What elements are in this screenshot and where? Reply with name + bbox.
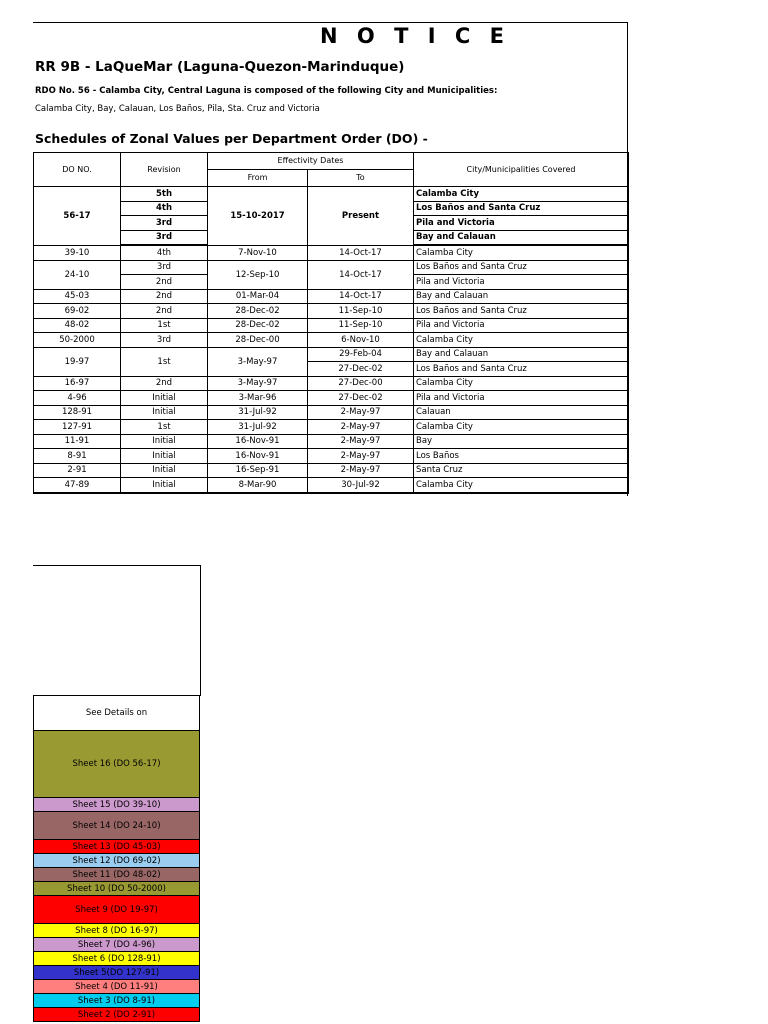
table-row — [34, 245, 629, 260]
do-number-cell: 48-02 — [34, 318, 121, 333]
revision-cell: 3rd — [121, 230, 208, 245]
to-date-cell: 27-Dec-02 — [308, 362, 414, 377]
table-row — [34, 260, 629, 275]
from-date-cell: 12-Sep-10 — [208, 260, 308, 289]
to-date-cell: 2-May-97 — [308, 405, 414, 420]
from-date-cell: 28-Dec-02 — [208, 318, 308, 333]
do-number-cell: 4-96 — [34, 391, 121, 406]
table-row — [34, 376, 629, 391]
revision-cell: 3rd — [121, 260, 208, 275]
sheet-link-10: Sheet 10 (DO 50-2000) — [33, 882, 200, 896]
sheet-link-2: Sheet 2 (DO 2-91) — [33, 1008, 200, 1022]
revision-cell: 2nd — [121, 289, 208, 304]
from-date-cell: 31-Jul-92 — [208, 405, 308, 420]
sheet-link-9: Sheet 9 (DO 19-97) — [33, 896, 200, 924]
header-covered: City/Municipalities Covered — [414, 153, 629, 187]
to-date-cell: 2-May-97 — [308, 420, 414, 435]
covered-cell: Bay — [414, 434, 629, 449]
to-date-cell: 2-May-97 — [308, 434, 414, 449]
covered-cell: Calamba City — [414, 245, 629, 260]
covered-cell: Calamba City — [414, 333, 629, 348]
covered-cell: Calamba City — [414, 187, 629, 202]
table-row — [34, 478, 629, 493]
sheet-link-11: Sheet 11 (DO 48-02) — [33, 868, 200, 882]
to-date-cell: 2-May-97 — [308, 463, 414, 478]
table-row — [34, 420, 629, 435]
from-date-cell: 3-Mar-96 — [208, 391, 308, 406]
schedule-heading: Schedules of Zonal Values per Department Order (DO) - — [35, 131, 428, 146]
do-number-cell: 19-97 — [34, 347, 121, 376]
revision-cell: 4th — [121, 245, 208, 260]
revision-cell: Initial — [121, 405, 208, 420]
covered-cell: Bay and Calauan — [414, 289, 629, 304]
covered-cell: Bay and Calauan — [414, 230, 629, 245]
sheet-link-15: Sheet 15 (DO 39-10) — [33, 798, 200, 812]
revision-cell: 4th — [121, 201, 208, 216]
from-date-cell: 28-Dec-02 — [208, 304, 308, 319]
to-date-cell: 11-Sep-10 — [308, 304, 414, 319]
to-date-cell: 2-May-97 — [308, 449, 414, 464]
rdo-description: RDO No. 56 - Calamba City, Central Laguna is composed of the following City and Municipalities: — [35, 86, 498, 96]
table-row — [34, 318, 629, 333]
notice-title: N O T I C E — [320, 24, 510, 48]
table-row — [34, 463, 629, 478]
revision-cell: 1st — [121, 318, 208, 333]
covered-cell: Los Baños and Santa Cruz — [414, 304, 629, 319]
from-date-cell: 01-Mar-04 — [208, 289, 308, 304]
covered-cell: Pila and Victoria — [414, 275, 629, 290]
to-date-cell: 14-Oct-17 — [308, 260, 414, 289]
covered-cell: Los Baños and Santa Cruz — [414, 260, 629, 275]
do-number-cell: 2-91 — [34, 463, 121, 478]
to-date-cell: 30-Jul-92 — [308, 478, 414, 493]
header-do-no: DO NO. — [34, 153, 121, 187]
from-date-cell: 16-Sep-91 — [208, 463, 308, 478]
do-number-cell: 56-17 — [34, 187, 121, 246]
revision-cell: 3rd — [121, 333, 208, 348]
to-date-cell: 27-Dec-00 — [308, 376, 414, 391]
sheet-link-6: Sheet 6 (DO 128-91) — [33, 952, 200, 966]
covered-cell: Los Baños — [414, 449, 629, 464]
to-date-cell: 6-Nov-10 — [308, 333, 414, 348]
sheet-link-4: Sheet 4 (DO 11-91) — [33, 980, 200, 994]
revision-cell: Initial — [121, 449, 208, 464]
do-number-cell: 16-97 — [34, 376, 121, 391]
municipalities-list: Calamba City, Bay, Calauan, Los Baños, Pila, Sta. Cruz and Victoria — [35, 104, 320, 114]
revision-cell: 2nd — [121, 304, 208, 319]
region-heading: RR 9B - LaQueMar (Laguna-Quezon-Marinduque) — [35, 59, 405, 75]
do-number-cell: 128-91 — [34, 405, 121, 420]
do-number-cell: 50-2000 — [34, 333, 121, 348]
covered-cell: Pila and Victoria — [414, 318, 629, 333]
see-details-label: See Details on — [33, 695, 200, 731]
covered-cell: Los Baños and Santa Cruz — [414, 201, 629, 216]
sheet-link-13: Sheet 13 (DO 45-03) — [33, 840, 200, 854]
covered-cell: Santa Cruz — [414, 463, 629, 478]
revision-cell: Initial — [121, 478, 208, 493]
from-date-cell: 8-Mar-90 — [208, 478, 308, 493]
revision-cell: Initial — [121, 391, 208, 406]
revision-cell: 2nd — [121, 275, 208, 290]
to-date-cell: Present — [308, 187, 414, 246]
table-row — [34, 187, 629, 202]
table-row — [34, 405, 629, 420]
table-row — [34, 391, 629, 406]
top-rule — [33, 22, 628, 23]
covered-cell: Calauan — [414, 405, 629, 420]
sheet-legend — [33, 695, 200, 1022]
to-date-cell: 14-Oct-17 — [308, 289, 414, 304]
sheet-link-16: Sheet 16 (DO 56-17) — [33, 731, 200, 798]
zonal-values-table — [33, 152, 629, 494]
table-header-row — [34, 153, 629, 170]
to-date-cell: 14-Oct-17 — [308, 245, 414, 260]
table-row — [34, 434, 629, 449]
revision-cell: 3rd — [121, 216, 208, 231]
covered-cell: Pila and Victoria — [414, 391, 629, 406]
revision-cell: Initial — [121, 434, 208, 449]
to-date-cell: 29-Feb-04 — [308, 347, 414, 362]
from-date-cell: 16-Nov-91 — [208, 434, 308, 449]
sheet-link-3: Sheet 3 (DO 8-91) — [33, 994, 200, 1008]
covered-cell: Calamba City — [414, 420, 629, 435]
to-date-cell: 27-Dec-02 — [308, 391, 414, 406]
do-number-cell: 11-91 — [34, 434, 121, 449]
sheet-list — [33, 731, 200, 1022]
from-date-cell: 15-10-2017 — [208, 187, 308, 246]
from-date-cell: 3-May-97 — [208, 347, 308, 376]
from-date-cell: 16-Nov-91 — [208, 449, 308, 464]
covered-cell: Calamba City — [414, 478, 629, 493]
sheet-link-8: Sheet 8 (DO 16-97) — [33, 924, 200, 938]
sheet-link-14: Sheet 14 (DO 24-10) — [33, 812, 200, 840]
table-row — [34, 347, 629, 362]
revision-cell: 2nd — [121, 376, 208, 391]
revision-cell: 1st — [121, 347, 208, 376]
from-date-cell: 31-Jul-92 — [208, 420, 308, 435]
table-row — [34, 449, 629, 464]
sheet-index-box — [33, 565, 201, 696]
revision-cell: 5th — [121, 187, 208, 202]
sheet-link-12: Sheet 12 (DO 69-02) — [33, 854, 200, 868]
from-date-cell: 3-May-97 — [208, 376, 308, 391]
do-number-cell: 39-10 — [34, 245, 121, 260]
to-date-cell: 11-Sep-10 — [308, 318, 414, 333]
header-revision: Revision — [121, 153, 208, 187]
do-number-cell: 8-91 — [34, 449, 121, 464]
do-number-cell: 47-89 — [34, 478, 121, 493]
covered-cell: Pila and Victoria — [414, 216, 629, 231]
from-date-cell: 7-Nov-10 — [208, 245, 308, 260]
header-from: From — [208, 170, 308, 187]
from-date-cell: 28-Dec-00 — [208, 333, 308, 348]
do-number-cell: 69-02 — [34, 304, 121, 319]
do-number-cell: 24-10 — [34, 260, 121, 289]
do-number-cell: 127-91 — [34, 420, 121, 435]
header-effectivity-dates: Effectivity Dates — [208, 153, 414, 170]
covered-cell: Calamba City — [414, 376, 629, 391]
sheet-link-7: Sheet 7 (DO 4-96) — [33, 938, 200, 952]
revision-cell: 1st — [121, 420, 208, 435]
table-row — [34, 289, 629, 304]
table-row — [34, 304, 629, 319]
sheet-link-5: Sheet 5(DO 127-91) — [33, 966, 200, 980]
covered-cell: Bay and Calauan — [414, 347, 629, 362]
covered-cell: Los Baños and Santa Cruz — [414, 362, 629, 377]
header-to: To — [308, 170, 414, 187]
do-number-cell: 45-03 — [34, 289, 121, 304]
revision-cell: Initial — [121, 463, 208, 478]
table-row — [34, 333, 629, 348]
